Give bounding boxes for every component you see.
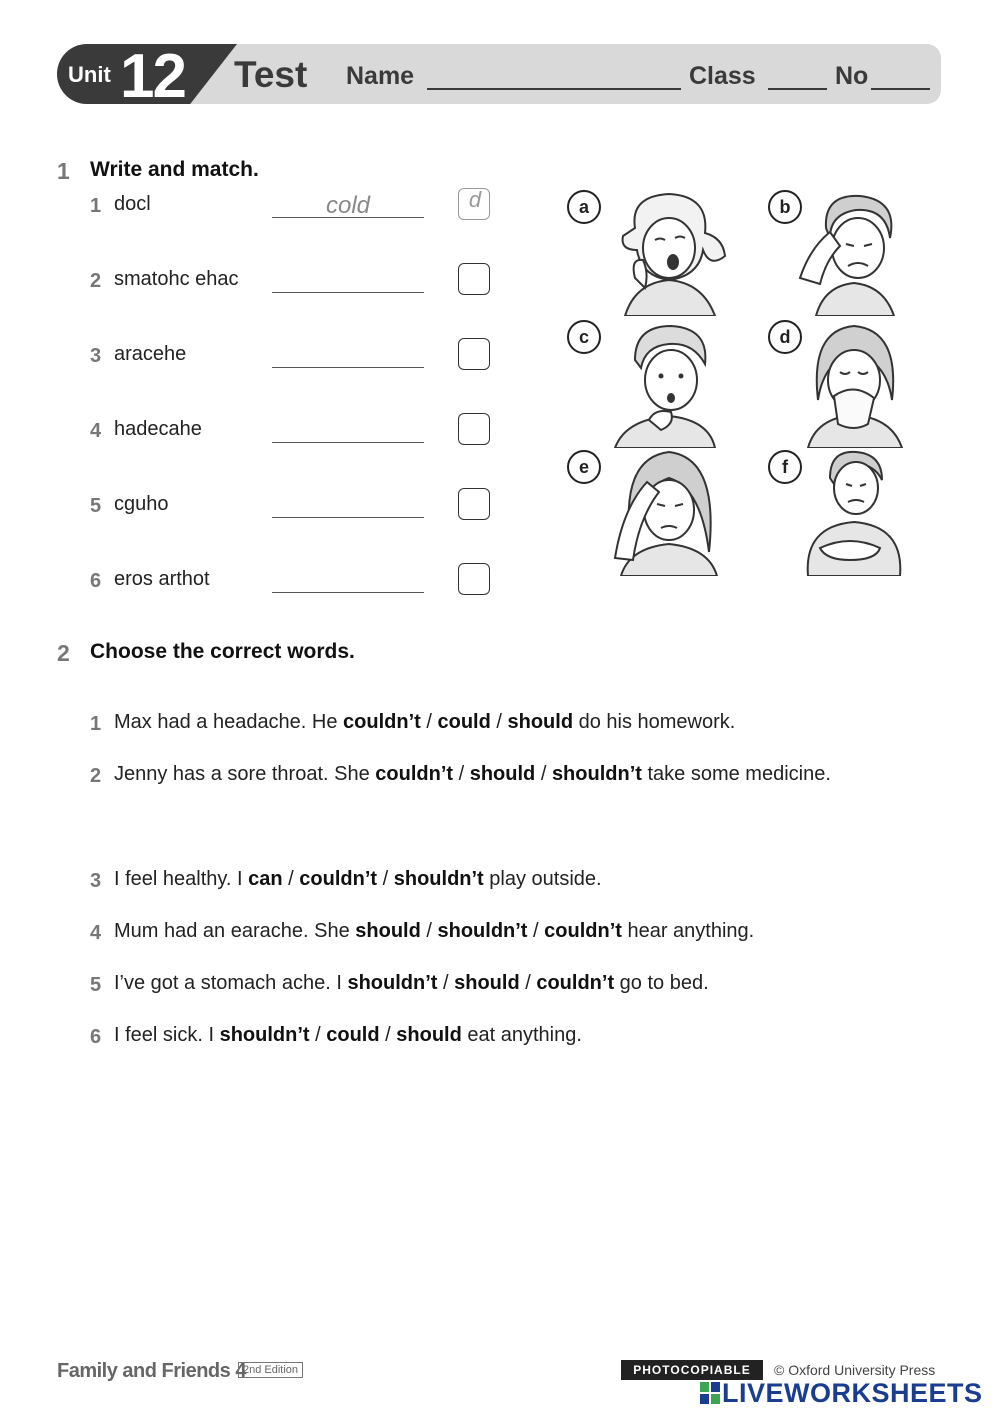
option-1[interactable]: couldn’t [375, 763, 454, 785]
sentence-after: hear anything. [621, 920, 755, 942]
photocopiable-badge: PHOTOCOPIABLE [621, 1360, 763, 1380]
option-2[interactable]: couldn’t [299, 868, 378, 890]
option-3[interactable]: shouldn’t [393, 868, 484, 890]
sore-throat-boy-icon [605, 320, 733, 448]
picture-label-e: e [567, 450, 601, 484]
item-number: 1 [90, 195, 102, 217]
picture-label-f: f [768, 450, 802, 484]
sentence-text: I’ve got a stomach ache. I shouldn’t / should / couldn’t go to bed. [114, 972, 709, 994]
sentence-number: 2 [90, 765, 102, 787]
answer-line [272, 292, 424, 293]
option-3[interactable]: should [507, 711, 574, 733]
sentence-number: 4 [90, 922, 102, 944]
sentence-after: take some medicine. [641, 763, 831, 785]
liveworksheets-watermark: LIVEWORKSHEETS [722, 1378, 983, 1408]
sentence-before: Mum had an earache. She [114, 920, 356, 942]
sentence-before: I’ve got a stomach ache. I [114, 972, 348, 994]
sentence-text: I feel healthy. I can / couldn’t / shouldn’t play outside. [114, 868, 602, 890]
option-1[interactable]: shouldn’t [219, 1024, 310, 1046]
cold-girl-icon [790, 320, 918, 448]
headache-girl-icon [605, 448, 733, 576]
option-1[interactable]: can [248, 868, 283, 890]
section-1-number: 1 [57, 158, 70, 184]
yawning-girl-icon [605, 188, 733, 316]
item-number: 6 [90, 570, 102, 592]
match-letter: d [468, 187, 482, 212]
option-2[interactable]: could [326, 1024, 380, 1046]
sentence-after: do his homework. [573, 711, 736, 733]
test-title: Test [234, 54, 308, 95]
sentence-after: play outside. [483, 868, 602, 890]
section-2-title: Choose the correct words. [90, 640, 355, 663]
class-field[interactable] [768, 88, 827, 90]
match-box[interactable] [458, 563, 490, 595]
option-3[interactable]: couldn’t [536, 972, 615, 994]
match-box[interactable] [458, 413, 490, 445]
match-box[interactable] [458, 188, 490, 220]
sentence-before: Jenny has a sore throat. She [114, 763, 376, 785]
sentence-text: Jenny has a sore throat. She couldn’t / should / shouldn’t take some medicine. [114, 763, 831, 785]
series-brand: Family and Friends 4 [57, 1360, 246, 1382]
sentence-number: 6 [90, 1026, 102, 1048]
answer-text[interactable]: cold [325, 192, 371, 219]
section-1-title: Write and match. [90, 158, 259, 181]
option-2[interactable]: should [469, 763, 536, 785]
item-number: 3 [90, 345, 102, 367]
name-label: Name [346, 62, 415, 90]
no-label: No [835, 62, 869, 90]
option-1[interactable]: couldn’t [343, 711, 421, 733]
answer-line [272, 517, 424, 518]
picture-label-c: c [567, 320, 601, 354]
sentence-number: 1 [90, 713, 102, 735]
scrambled-word: smatohc ehac [114, 268, 239, 290]
sentence-after: go to bed. [614, 972, 709, 994]
item-number: 4 [90, 420, 102, 442]
name-field[interactable] [427, 88, 681, 90]
answer-line [272, 367, 424, 368]
match-box[interactable] [458, 488, 490, 520]
scrambled-word: hadecahe [114, 418, 202, 440]
scrambled-word: docl [114, 193, 151, 215]
option-2[interactable]: could [437, 711, 491, 733]
picture-label-d: d [768, 320, 802, 354]
option-3[interactable]: shouldn’t [551, 763, 642, 785]
sentence-number: 3 [90, 870, 102, 892]
sentence-text: Mum had an earache. She should / shouldn’t / couldn’t hear anything. [114, 920, 755, 942]
earache-boy-icon [790, 188, 918, 316]
match-box[interactable] [458, 338, 490, 370]
match-box[interactable] [458, 263, 490, 295]
section-2-number: 2 [57, 640, 70, 666]
sentence-before: I feel healthy. I [114, 868, 249, 890]
scrambled-word: aracehe [114, 343, 187, 365]
answer-line [272, 442, 424, 443]
option-3[interactable]: should [396, 1024, 462, 1046]
class-label: Class [689, 62, 756, 90]
picture-label-a: a [567, 190, 601, 224]
scrambled-word: cguho [114, 493, 169, 515]
unit-label: Unit [68, 62, 111, 87]
no-field[interactable] [871, 88, 930, 90]
scrambled-word: eros arthot [114, 568, 210, 590]
unit-number: 12 [120, 42, 185, 111]
publisher-credit: © Oxford University Press [774, 1362, 936, 1378]
option-3[interactable]: couldn’t [544, 920, 622, 942]
sentence-text: Max had a headache. He couldn’t / could / should do his homework. [114, 711, 736, 733]
answer-line [272, 592, 424, 593]
option-1[interactable]: shouldn’t [347, 972, 438, 994]
sentence-number: 5 [90, 974, 102, 996]
option-2[interactable]: shouldn’t [437, 920, 528, 942]
option-1[interactable]: should [355, 920, 421, 942]
sentence-after: eat anything. [461, 1024, 582, 1046]
sentence-before: I feel sick. I [114, 1024, 220, 1046]
answer-line [272, 217, 424, 218]
picture-label-b: b [768, 190, 802, 224]
stomach-ache-boy-icon [790, 448, 918, 576]
sentence-before: Max had a headache. He [114, 711, 344, 733]
sentence-text: I feel sick. I shouldn’t / could / should eat anything. [114, 1024, 582, 1046]
item-number: 2 [90, 270, 102, 292]
option-2[interactable]: should [454, 972, 520, 994]
edition-badge: 2nd Edition [238, 1362, 303, 1378]
liveworksheets-logo-icon [700, 1382, 720, 1404]
item-number: 5 [90, 495, 102, 517]
